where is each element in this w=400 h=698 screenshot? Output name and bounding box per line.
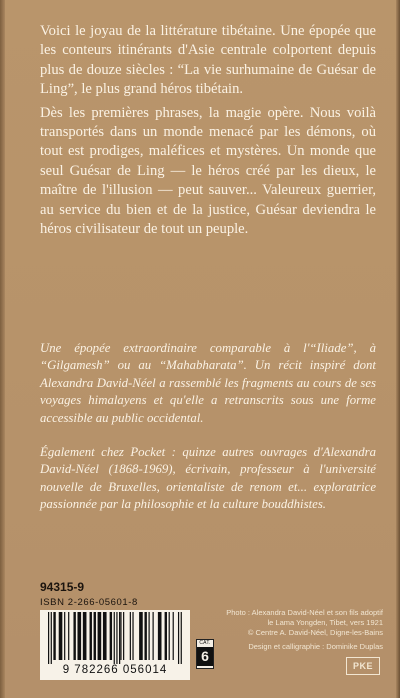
publisher-logo: PKE	[346, 657, 380, 675]
barcode-bar	[123, 612, 124, 660]
barcode-bar	[83, 612, 87, 660]
barcode-bar	[68, 612, 69, 660]
barcode-bar	[48, 612, 49, 664]
barcode-bar	[53, 612, 55, 660]
photo-credit-line: © Centre A. David-Néel, Digne-les-Bains	[247, 627, 383, 637]
price-category-badge	[196, 639, 214, 669]
barcode-bar	[119, 612, 120, 664]
cover-edge-left	[0, 0, 5, 698]
barcode-bar	[132, 612, 133, 660]
isbn-label: ISBN 2-266-05601-8	[40, 597, 138, 608]
barcode-bar	[181, 612, 182, 664]
price-category-number: 6	[197, 647, 213, 666]
intro-paragraph: Une épopée extraordinaire comparable à l'“Iliade”, à “Gilgamesh” ou au “Mahabharata”. Un récit inspiré dont Alexandra David-Néel a rassemblé les fragments au cours de ses voyages himalayens et qu'elle a retranscrits sous une forme accessible au public occidental.	[40, 341, 376, 425]
photo-credits	[223, 608, 383, 637]
barcode-bar	[130, 612, 131, 660]
blurb-paragraph-1: Voici le joyau de la littérature tibétaine. Une épopée que les conteurs itinérants d'Asie centrale colportent depuis plus de douze siècles : “La vie surhumaine de Guésar de Ling”, le plus grand héros tibétain.	[40, 23, 376, 98]
photo-credit-line: Photo : Alexandra David-Néel et son fils adoptif	[226, 608, 383, 617]
price-category-label: CAT.	[199, 640, 211, 646]
main-blurb	[40, 22, 376, 243]
barcode-bar	[169, 612, 170, 660]
barcode-bar	[153, 612, 154, 660]
barcode-bar	[158, 612, 162, 660]
barcode-bar	[73, 612, 75, 660]
barcode-bar	[144, 612, 146, 660]
barcode-bar	[114, 612, 115, 664]
barcode-bar	[103, 612, 107, 660]
design-credit: Design et calligraphie : Dominike Duplas	[248, 642, 383, 651]
barcode-bar	[77, 612, 81, 660]
barcode-bar	[149, 612, 150, 660]
barcode-bar	[139, 612, 143, 660]
photo-credit-line: le Lama Yongden, Tibet, vers 1921	[267, 617, 383, 627]
blurb-paragraph-2: Dès les premières phrases, la magie opère. Nous voilà transportés dans un monde menacé par les démons, où tout est prodiges, maléfices et mystères. Un monde que seul Guésar de Ling — le héros créé par les dieux, le maître de l'illusion — peut sauver... Valeureux guerrier, au service du bien et de la justice, Guésar deviendra le héros civilisateur de tout un peuple.	[40, 104, 376, 238]
cover-edge-right	[396, 0, 400, 698]
barcode-bar	[98, 612, 102, 660]
barcode-bar	[120, 612, 121, 660]
barcode-bar	[51, 612, 52, 664]
barcode-bar	[165, 612, 167, 660]
barcode-bar	[90, 612, 92, 660]
barcode-bar	[110, 612, 112, 660]
barcode-bar	[64, 612, 65, 660]
product-code: 94315-9	[40, 580, 85, 594]
also-by-author-paragraph: Également chez Pocket : quinze autres ouvrages d'Alexandra David-Néel (1868-1969), écrivain, professeur à l'université nouvelle de Bruxelles, orientaliste de renom et... exploratrice passionnée par la philosophie et la culture bouddhistes.	[40, 445, 376, 512]
barcode	[40, 610, 190, 680]
barcode-bars	[48, 612, 182, 664]
barcode-digits: 9 782266 056014	[62, 664, 168, 676]
barcode-bar	[59, 612, 63, 660]
barcode-bar	[173, 612, 174, 660]
barcode-bar	[94, 612, 96, 660]
barcode-bar	[178, 612, 179, 664]
barcode-bar	[116, 612, 117, 664]
